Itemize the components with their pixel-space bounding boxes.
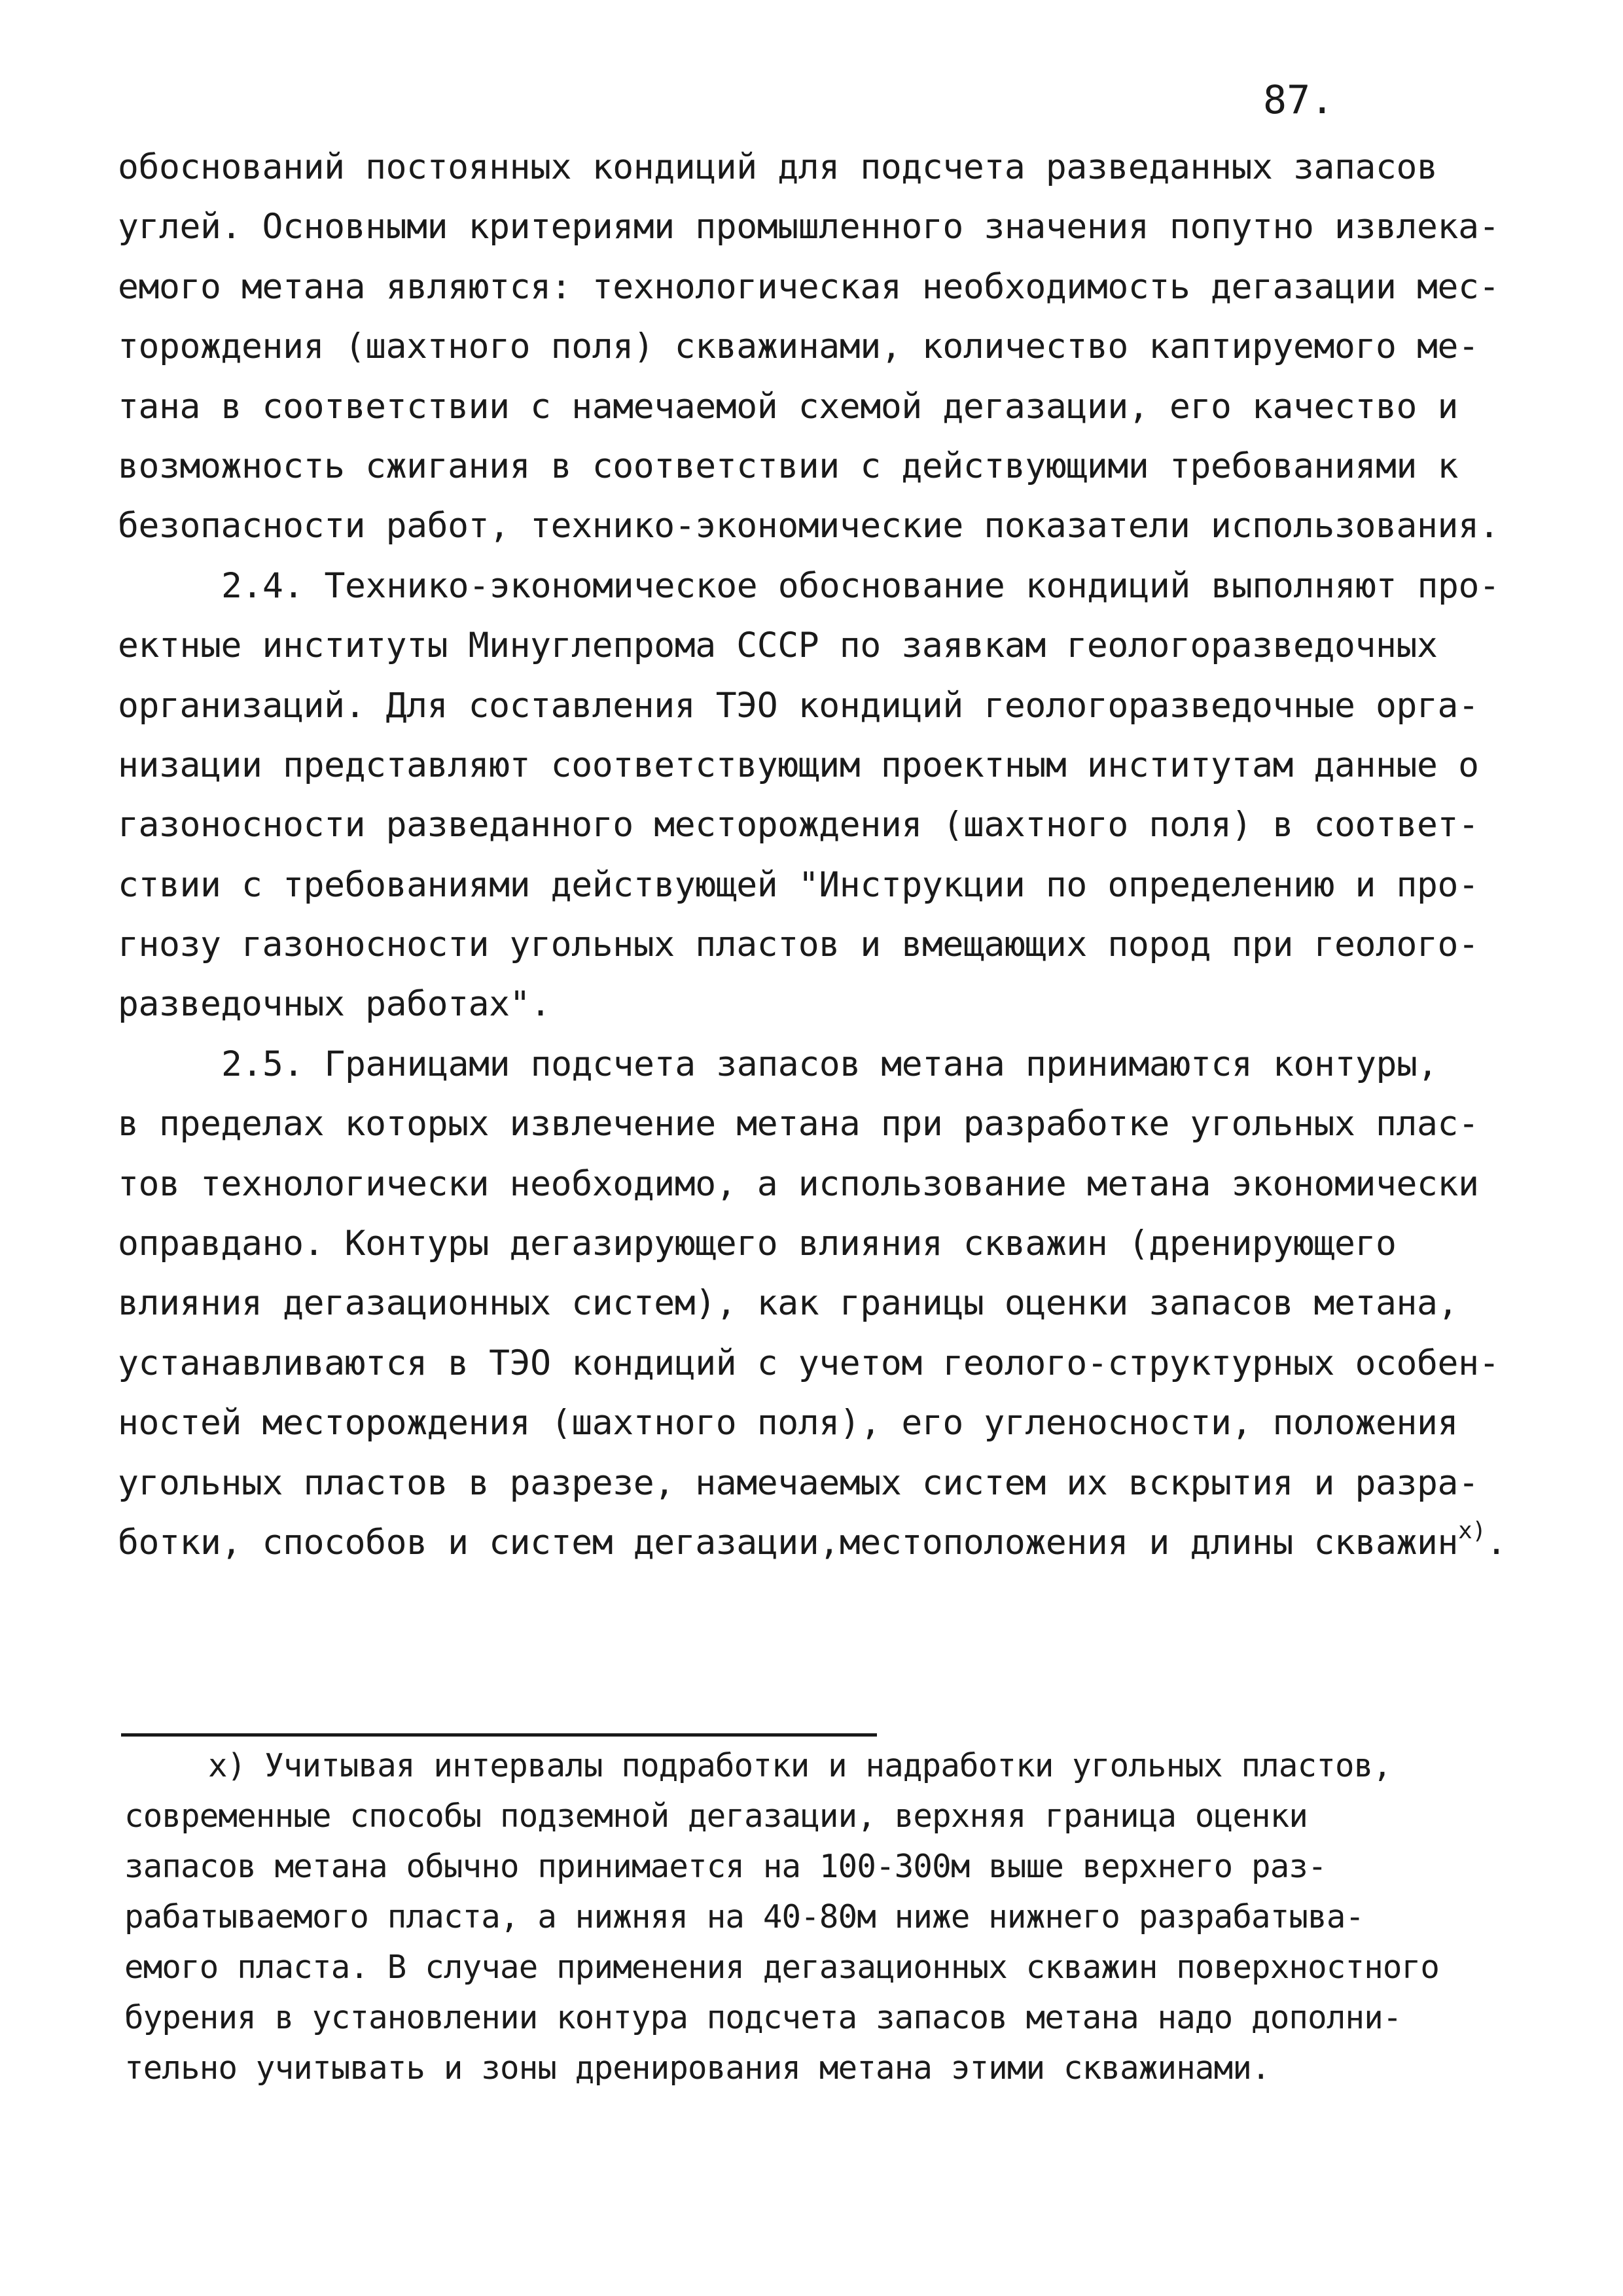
footnote-reference: x) [1458, 1517, 1486, 1544]
text-line: разведочных работах". [118, 984, 551, 1025]
text-line: низации представляют соответствующим проектным институтам данные о [118, 745, 1479, 785]
footnote-line: современные способы подземной дегазации, верхняя граница оценки [124, 1797, 1308, 1835]
text-line: оправдано. Контуры дегазирующего влияния скважин (дренирующего [118, 1224, 1397, 1264]
text-line: ностей месторождения (шахтного поля), его угленосности, положения [118, 1403, 1459, 1443]
text-line: обоснований постоянных кондиций для подсчета разведанных запасов [118, 147, 1438, 187]
page-number: 87. [1263, 77, 1334, 123]
footnote-line: запасов метана обычно принимается на 100-300м выше верхнего раз- [124, 1848, 1327, 1885]
section-2-4-first-line: 2.4. Технико-экономическое обоснование кондиций выполняют про- [221, 565, 1500, 606]
text-line: емого метана являются: технологическая необходимость дегазации мес- [118, 266, 1500, 307]
footnote-line: бурения в установлении контура подсчета запасов метана надо дополни- [124, 1999, 1402, 2036]
footnote-line: x) Учитывая интервалы подработки и надработки угольных пластов, [208, 1747, 1392, 1784]
text-line: влияния дегазационных систем), как границы оценки запасов метана, [118, 1283, 1459, 1324]
text-line: ствии с требованиями действующей "Инструкции по определению и про- [118, 864, 1479, 905]
text-line: торождения (шахтного поля) скважинами, количество каптируемого ме- [118, 327, 1479, 367]
text-line: тана в соответствии с намечаемой схемой дегазации, его качество и [118, 386, 1459, 427]
text-line: ектные институты Минуглепрома СССР по заявкам геологоразведочных [118, 626, 1438, 666]
text-line: угольных пластов в разрезе, намечаемых систем их вскрытия и разра- [118, 1462, 1479, 1503]
text-line-last [118, 1513, 1525, 1572]
footnote-separator [121, 1733, 877, 1737]
section-2-5-first-line: 2.5. Границами подсчета запасов метана принимаются контуры, [221, 1044, 1438, 1084]
text-line: возможность сжигания в соответствии с действующими требованиями к [118, 446, 1459, 486]
sentence-end: . [1486, 1522, 1507, 1563]
footnote [124, 1740, 1531, 2093]
footnote-line: рабатываемого пласта, а нижняя на 40-80м ниже нижнего разрабатыва- [124, 1898, 1364, 1935]
footnote-line: тельно учитывать и зоны дренирования метана этими скважинами. [124, 2049, 1270, 2087]
footnote-line: емого пласта. В случае применения дегазационных скважин поверхностного [124, 1949, 1440, 1986]
text-line: гнозу газоносности угольных пластов и вмещающих пород при геолого- [118, 925, 1479, 965]
text-line: в пределах которых извлечение метана при разработке угольных плас- [118, 1104, 1479, 1144]
text-line-last-content: ботки, способов и систем дегазации,местоположения и длины скважин [118, 1522, 1459, 1563]
text-line: углей. Основными критериями промышленного значения попутно извлека- [118, 207, 1500, 247]
main-text [118, 137, 1525, 1572]
text-line: газоносности разведанного месторождения (шахтного поля) в соответ- [118, 805, 1479, 845]
text-line: организаций. Для составления ТЭО кондиций геологоразведочные орга- [118, 685, 1479, 726]
text-line: безопасности работ, технико-экономические показатели использования. [118, 506, 1500, 546]
text-line: устанавливаются в ТЭО кондиций с учетом геолого-структурных особен- [118, 1343, 1500, 1383]
text-line: тов технологически необходимо, а использование метана экономически [118, 1163, 1479, 1204]
